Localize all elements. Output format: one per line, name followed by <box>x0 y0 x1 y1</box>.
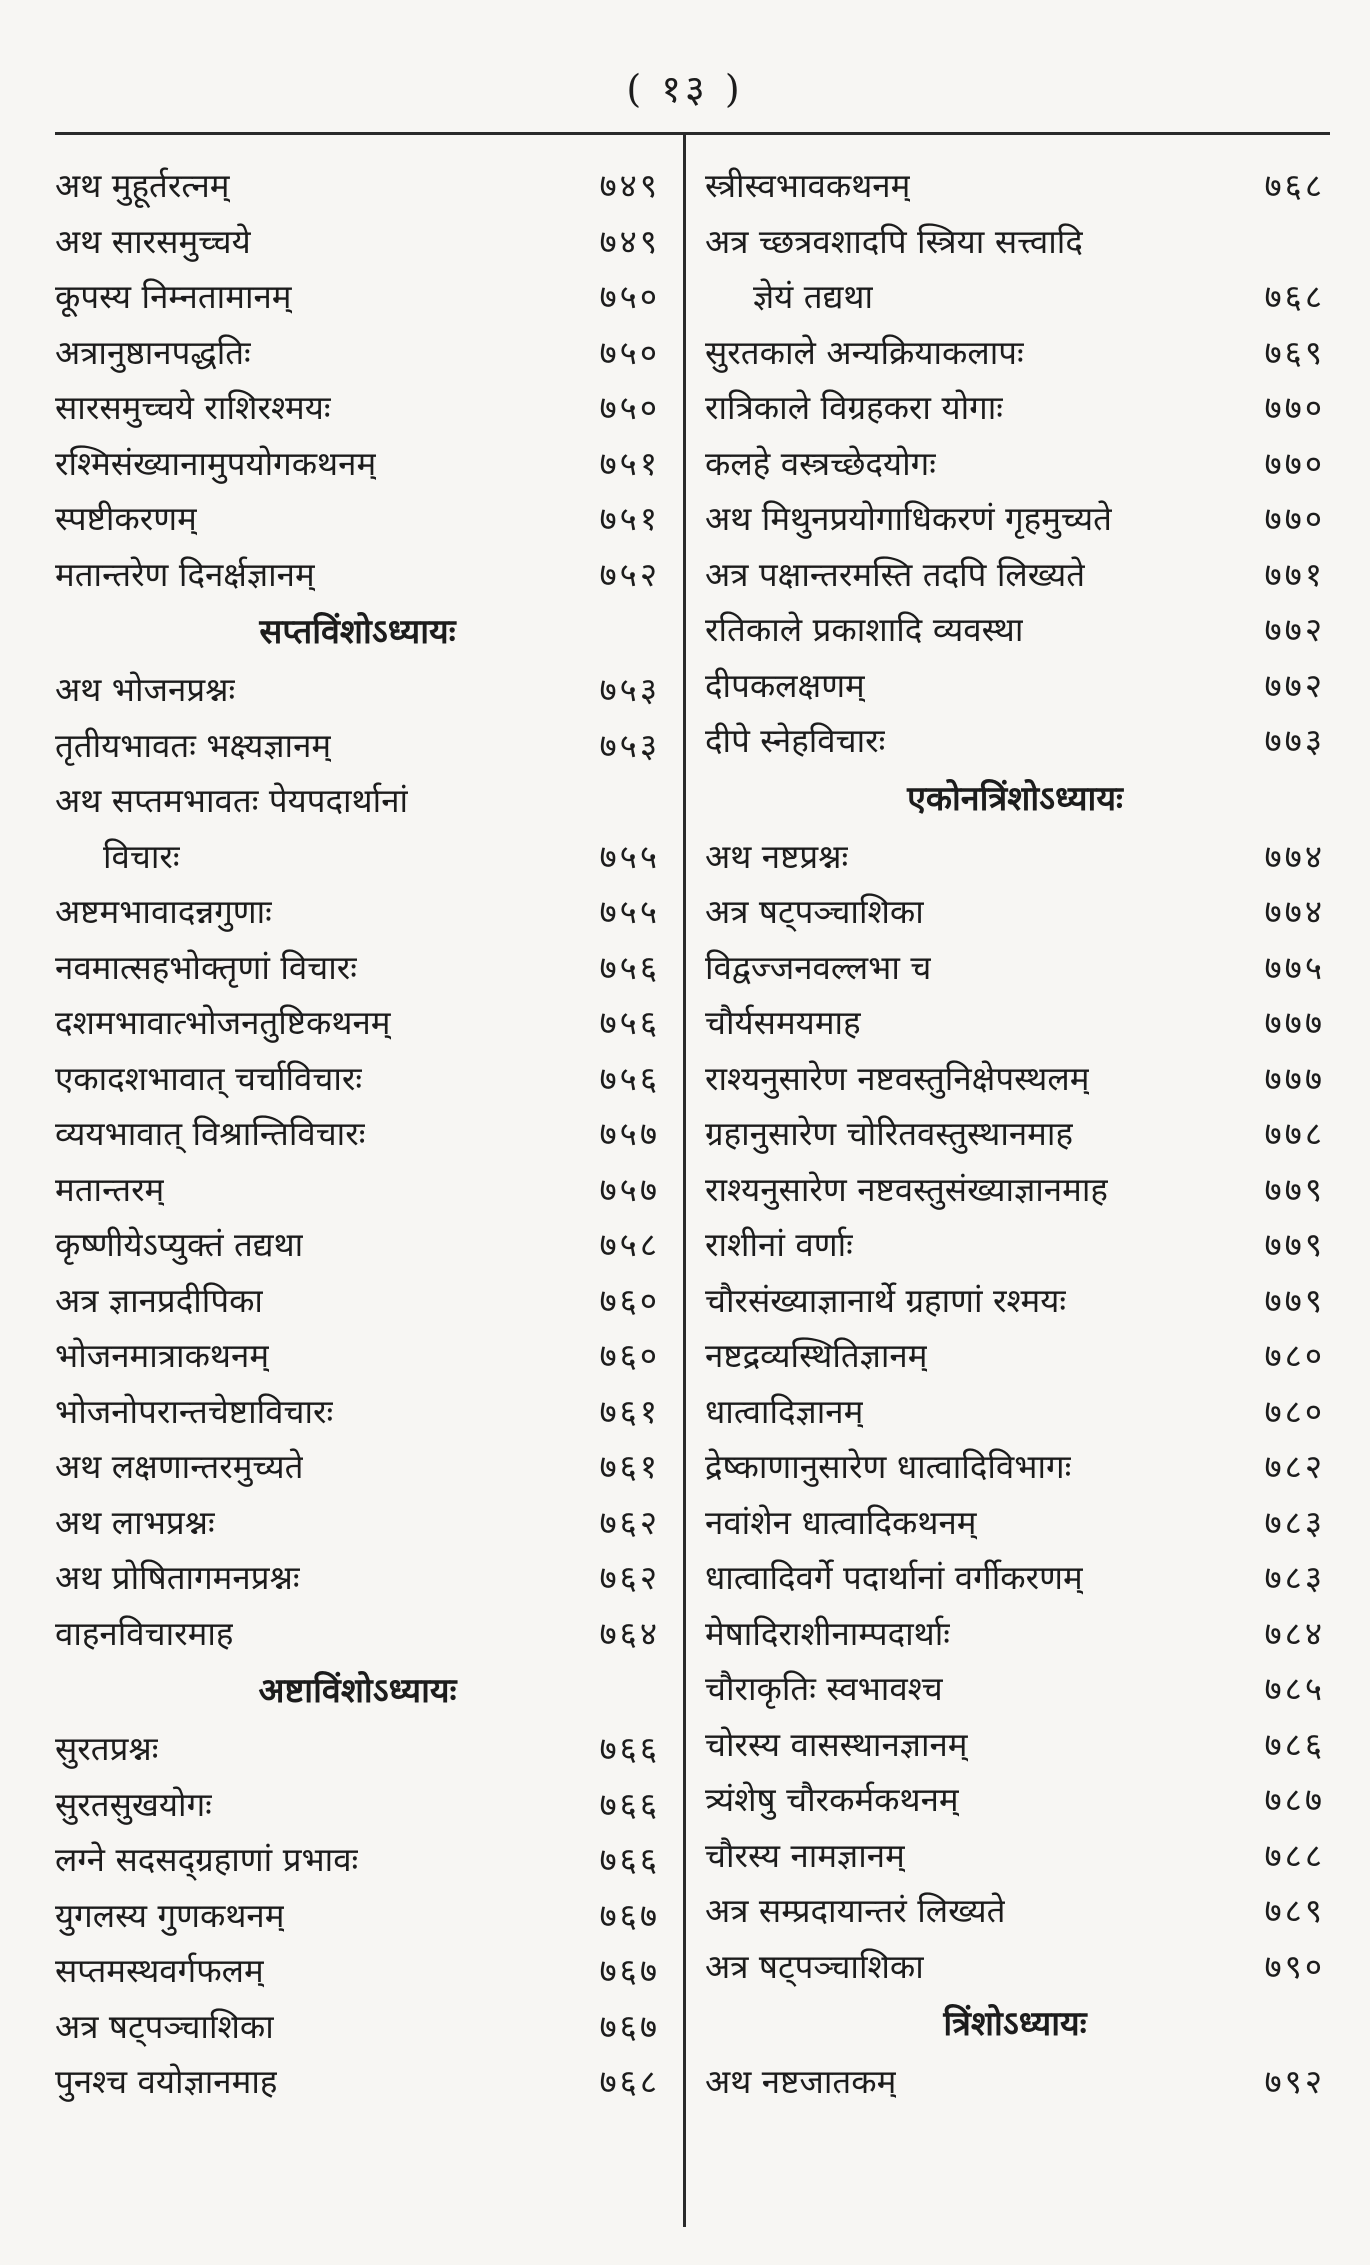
entry-page: ७७८ <box>1264 1114 1325 1153</box>
column-divider <box>683 132 686 2227</box>
entry-title: दीपकलक्षणम् <box>705 665 865 705</box>
entry-page: ७६८ <box>1264 166 1325 205</box>
entry-title: ज्ञेयं तद्यथा <box>753 277 874 316</box>
toc-entry <box>55 1888 660 1944</box>
entry-title: अत्र सम्प्रदायान्तरं लिख्यते <box>705 1891 1006 1930</box>
toc-entry <box>55 1328 660 1384</box>
entry-title: अत्र च्छत्रवशादपि स्त्रिया सत्त्वादि <box>705 221 1083 261</box>
toc-entry <box>705 380 1325 436</box>
toc-entry <box>55 436 660 492</box>
entry-title: नवांशेन धात्वादिकथनम् <box>705 1502 977 1542</box>
entry-title: सुरतप्रश्नः <box>55 1729 159 1768</box>
entry-title: चौरसंख्याज्ञानार्थे ग्रहाणां रश्मयः <box>705 1280 1067 1320</box>
entry-page: ७६४ <box>599 1613 660 1653</box>
toc-entry <box>705 1051 1325 1107</box>
entry-title: सप्तमस्थवर्गफलम् <box>55 1951 264 1990</box>
chapter-heading: त्रिंशोऽध्यायः <box>943 2004 1087 2044</box>
entry-page: ७५३ <box>599 725 660 765</box>
toc-entry <box>705 940 1325 996</box>
entry-title: मतान्तरम् <box>55 1169 165 1209</box>
entry-title: अथ सप्तमभावतः पेयपदार्थानां <box>55 781 409 820</box>
entry-title: अथ प्रोषितागमनप्रश्नः <box>55 1558 300 1597</box>
entry-page: ७५१ <box>599 499 660 538</box>
entry-page: ७७२ <box>1264 665 1325 705</box>
toc-entry <box>55 491 660 547</box>
toc-entry <box>705 325 1325 381</box>
entry-title: कूपस्य निम्नतामानम् <box>55 277 292 316</box>
toc-entry <box>55 773 660 829</box>
entry-page: ७६१ <box>599 1391 660 1431</box>
toc-entry <box>55 1106 660 1162</box>
entry-page: ७५० <box>599 388 660 427</box>
entry-page: ७६६ <box>599 1784 660 1824</box>
entry-title: नष्टद्रव्यस्थितिज्ञानम् <box>705 1336 928 1375</box>
entry-page: ७४९ <box>599 166 660 205</box>
entry-page: ७७९ <box>1264 1169 1325 1209</box>
toc-entry <box>55 940 660 996</box>
entry-page: ७५७ <box>599 1169 660 1209</box>
entry-title: अत्र पक्षान्तरमस्ति तदपि लिख्यते <box>705 554 1086 594</box>
entry-page: ७५८ <box>599 1225 660 1264</box>
toc-entry <box>55 158 660 214</box>
page-number: ( १३ ) <box>626 67 744 111</box>
entry-title: धात्वादिवर्गे पदार्थानां वर्गीकरणम् <box>705 1558 1083 1597</box>
entry-title: अथ नष्टजातकम् <box>705 2062 897 2101</box>
entry-page: ७५६ <box>599 1058 660 1098</box>
toc-entry <box>55 1606 660 1662</box>
entry-title: अथ लक्षणान्तरमुच्यते <box>55 1447 304 1486</box>
toc-entry <box>705 269 1325 325</box>
toc-entry <box>705 1106 1325 1162</box>
toc-entry <box>55 995 660 1051</box>
entry-title: भोजनमात्राकथनम् <box>55 1336 270 1375</box>
top-rule <box>55 132 1330 135</box>
toc-entry <box>55 1495 660 1551</box>
entry-title: एकादशभावात् चर्चाविचारः <box>55 1058 363 1098</box>
entry-page: ७८८ <box>1264 1835 1325 1875</box>
entry-title: मेषादिराशीनाम्पदार्थाः <box>705 1613 950 1653</box>
entry-title: मतान्तरेण दिनर्क्षज्ञानम् <box>55 554 315 594</box>
entry-title: नवमात्सहभोक्तृणां विचारः <box>55 947 357 987</box>
toc-entry <box>705 1217 1325 1273</box>
entry-page: ७७० <box>1264 499 1325 538</box>
toc-entry <box>55 1943 660 1999</box>
toc-entry <box>55 214 660 270</box>
entry-title: भोजनोपरान्तचेष्टाविचारः <box>55 1391 334 1431</box>
toc-entry <box>705 436 1325 492</box>
entry-page: ७९२ <box>1264 2062 1325 2101</box>
entry-title: वाहनविचारमाह <box>55 1613 234 1653</box>
toc-entry <box>705 1883 1325 1939</box>
entry-page: ७७३ <box>1264 721 1325 760</box>
toc-entry <box>55 718 660 774</box>
entry-title: सारसमुच्चये राशिरश्मयः <box>55 388 331 427</box>
entry-page: ७७९ <box>1264 1280 1325 1320</box>
entry-page: ७४९ <box>599 221 660 261</box>
entry-page: ७९० <box>1264 1946 1325 1986</box>
chapter-heading: सप्तविंशोऽध्यायः <box>259 612 456 652</box>
entry-title: कलहे वस्त्रच्छेदयोगः <box>705 443 936 483</box>
toc-entry <box>705 1606 1325 1662</box>
toc-entry <box>705 713 1325 769</box>
toc-entry <box>705 1717 1325 1773</box>
entry-title: अथ नष्टप्रश्नः <box>705 836 849 876</box>
entry-page: ७७२ <box>1264 610 1325 649</box>
entry-title: राश्यनुसारेण नष्टवस्तुनिक्षेपस्थलम् <box>705 1058 1090 1098</box>
toc-entry <box>705 1939 1325 1995</box>
toc-entry <box>705 1772 1325 1828</box>
entry-page: ७७९ <box>1264 1225 1325 1264</box>
entry-page: ७७४ <box>1264 892 1325 931</box>
toc-entry <box>705 1550 1325 1606</box>
toc-entry <box>705 214 1325 270</box>
entry-title: चौराकृतिः स्वभावश्च <box>705 1669 943 1708</box>
toc-entry <box>705 547 1325 603</box>
entry-page: ७६१ <box>599 1447 660 1486</box>
entry-title: चोरस्य वासस्थानज्ञानम् <box>705 1724 968 1764</box>
toc-entry <box>705 2054 1325 2110</box>
entry-title: व्ययभावात् विश्रान्तिविचारः <box>55 1114 366 1153</box>
toc-entry <box>55 1721 660 1777</box>
toc-entry <box>55 1832 660 1888</box>
toc-entry <box>705 602 1325 658</box>
entry-page: ७६७ <box>599 1951 660 1990</box>
entry-page: ७५५ <box>599 892 660 931</box>
toc-entry <box>705 158 1325 214</box>
entry-title: तृतीयभावतः भक्ष्यज्ञानम् <box>55 725 332 765</box>
entry-page: ७६० <box>599 1336 660 1375</box>
entry-title: चौरस्य नामज्ञानम् <box>705 1835 905 1875</box>
toc-entry <box>55 1162 660 1218</box>
toc-entry <box>55 1051 660 1107</box>
entry-page: ७७७ <box>1264 1058 1325 1098</box>
entry-page: ७६८ <box>1264 277 1325 316</box>
entry-page: ७५६ <box>599 947 660 987</box>
entry-page: ७७० <box>1264 388 1325 427</box>
entry-title: अष्टमभावादन्नगुणाः <box>55 892 272 931</box>
entry-title: चौर्यसमयमाह <box>705 1003 861 1042</box>
right-column <box>705 158 1325 2110</box>
entry-title: स्पष्टीकरणम् <box>55 499 197 538</box>
chapter-heading: एकोनत्रिंशोऽध्यायः <box>907 778 1123 819</box>
toc-entry <box>705 1661 1325 1717</box>
entry-page: ७८३ <box>1264 1558 1325 1597</box>
toc-entry <box>705 1828 1325 1884</box>
entry-page: ७५६ <box>599 1003 660 1042</box>
entry-page: ७७० <box>1264 443 1325 483</box>
entry-page: ७८९ <box>1264 1891 1325 1930</box>
entry-title: अथ मिथुनप्रयोगाधिकरणं गृहमुच्यते <box>705 499 1112 538</box>
entry-title: स्त्रीस्वभावकथनम् <box>705 166 911 205</box>
toc-entry <box>55 1777 660 1833</box>
entry-title: सुरतकाले अन्यक्रियाकलापः <box>705 332 1024 372</box>
toc-entry <box>55 1439 660 1495</box>
toc-entry <box>705 829 1325 885</box>
entry-title: पुनश्च वयोज्ञानमाह <box>55 2062 278 2101</box>
entry-page: ७७७ <box>1264 1003 1325 1042</box>
entry-page: ७७५ <box>1264 947 1325 987</box>
toc-entry <box>55 269 660 325</box>
entry-title: सुरतसुखयोगः <box>55 1784 212 1824</box>
toc-entry <box>55 380 660 436</box>
toc-entry <box>705 491 1325 547</box>
entry-title: विद्वज्जनवल्लभा च <box>705 947 932 987</box>
entry-title: रात्रिकाले विग्रहकरा योगाः <box>705 388 1003 427</box>
entry-page: ७६६ <box>599 1729 660 1768</box>
entry-title: राशीनां वर्णाः <box>705 1225 853 1264</box>
entry-title: अथ सारसमुच्चये <box>55 221 251 261</box>
entry-page: ७८४ <box>1264 1613 1325 1653</box>
entry-page: ७८० <box>1264 1336 1325 1375</box>
entry-page: ७८५ <box>1264 1669 1325 1708</box>
toc-entry <box>55 1217 660 1273</box>
toc-entry <box>55 1384 660 1440</box>
entry-page: ७५२ <box>599 554 660 594</box>
entry-title: अत्रानुष्ठानपद्धतिः <box>55 332 251 372</box>
entry-page: ७६० <box>599 1280 660 1320</box>
entry-page: ७८० <box>1264 1391 1325 1431</box>
toc-entry <box>705 1273 1325 1329</box>
entry-page: ७६७ <box>599 2006 660 2046</box>
toc-entry <box>55 547 660 603</box>
entry-title: कृष्णीयेऽप्युक्तं तद्यथा <box>55 1225 304 1264</box>
toc-entry <box>55 1273 660 1329</box>
entry-page: ७५१ <box>599 443 660 483</box>
toc-entry <box>705 658 1325 714</box>
entry-page: ७५७ <box>599 1114 660 1153</box>
toc-entry <box>55 884 660 940</box>
entry-page: ७८७ <box>1264 1780 1325 1819</box>
toc-entry <box>705 1495 1325 1551</box>
entry-page: ७६९ <box>1264 332 1325 372</box>
entry-page: ७६८ <box>599 2062 660 2101</box>
entry-title: अत्र षट्पञ्चाशिका <box>705 1946 924 1986</box>
entry-title: युगलस्य गुणकथनम् <box>55 1895 285 1935</box>
toc-entry <box>55 2054 660 2110</box>
toc-entry <box>705 1384 1325 1440</box>
entry-title: अथ लाभप्रश्नः <box>55 1502 215 1542</box>
toc-entry <box>55 662 660 718</box>
toc-entry <box>55 1999 660 2055</box>
entry-page: ७६२ <box>599 1558 660 1597</box>
entry-page: ७७१ <box>1264 554 1325 594</box>
chapter-heading: अष्टाविंशोऽध्यायः <box>258 1671 457 1711</box>
entry-page: ७६७ <box>599 1895 660 1935</box>
left-column <box>55 158 660 2110</box>
entry-title: अत्र षट्पञ्चाशिका <box>55 2006 274 2046</box>
entry-page: ७६६ <box>599 1840 660 1879</box>
entry-page: ७८३ <box>1264 1502 1325 1542</box>
toc-entry <box>705 995 1325 1051</box>
entry-title: रतिकाले प्रकाशादि व्यवस्था <box>705 610 1024 649</box>
toc-entry <box>55 325 660 381</box>
entry-title: अत्र ज्ञानप्रदीपिका <box>55 1280 263 1320</box>
entry-page: ७७४ <box>1264 836 1325 876</box>
toc-entry <box>705 884 1325 940</box>
entry-title: रश्मिसंख्यानामुपयोगकथनम् <box>55 443 377 483</box>
toc-entry <box>705 1162 1325 1218</box>
entry-page: ७८२ <box>1264 1447 1325 1486</box>
entry-title: अथ भोजनप्रश्नः <box>55 670 236 709</box>
entry-title: राश्यनुसारेण नष्टवस्तुसंख्याज्ञानमाह <box>705 1169 1108 1209</box>
entry-title: अत्र षट्पञ्चाशिका <box>705 892 924 931</box>
entry-page: ७५३ <box>599 670 660 709</box>
entry-page: ७५० <box>599 277 660 316</box>
entry-page: ७६२ <box>599 1502 660 1542</box>
entry-title: लग्ने सदसद्ग्रहाणां प्रभावः <box>55 1840 359 1879</box>
entry-page: ७५० <box>599 332 660 372</box>
entry-page: ७५५ <box>599 836 660 876</box>
toc-entry <box>705 1439 1325 1495</box>
entry-title: धात्वादिज्ञानम् <box>705 1391 864 1431</box>
entry-title: द्रेष्काणानुसारेण धात्वादिविभागः <box>705 1447 1072 1486</box>
entry-title: त्र्यंशेषु चौरकर्मकथनम् <box>705 1780 959 1819</box>
toc-entry <box>55 1550 660 1606</box>
entry-title: दीपे स्नेहविचारः <box>705 721 886 760</box>
toc-entry <box>55 829 660 885</box>
toc-entry <box>705 1328 1325 1384</box>
entry-title: अथ मुहूर्तरत्नम् <box>55 166 230 205</box>
entry-title: ग्रहानुसारेण चोरितवस्तुस्थानमाह <box>705 1114 1073 1153</box>
entry-page: ७८६ <box>1264 1724 1325 1764</box>
entry-title: विचारः <box>103 836 180 876</box>
entry-title: दशमभावात्भोजनतुष्टिकथनम् <box>55 1003 391 1042</box>
